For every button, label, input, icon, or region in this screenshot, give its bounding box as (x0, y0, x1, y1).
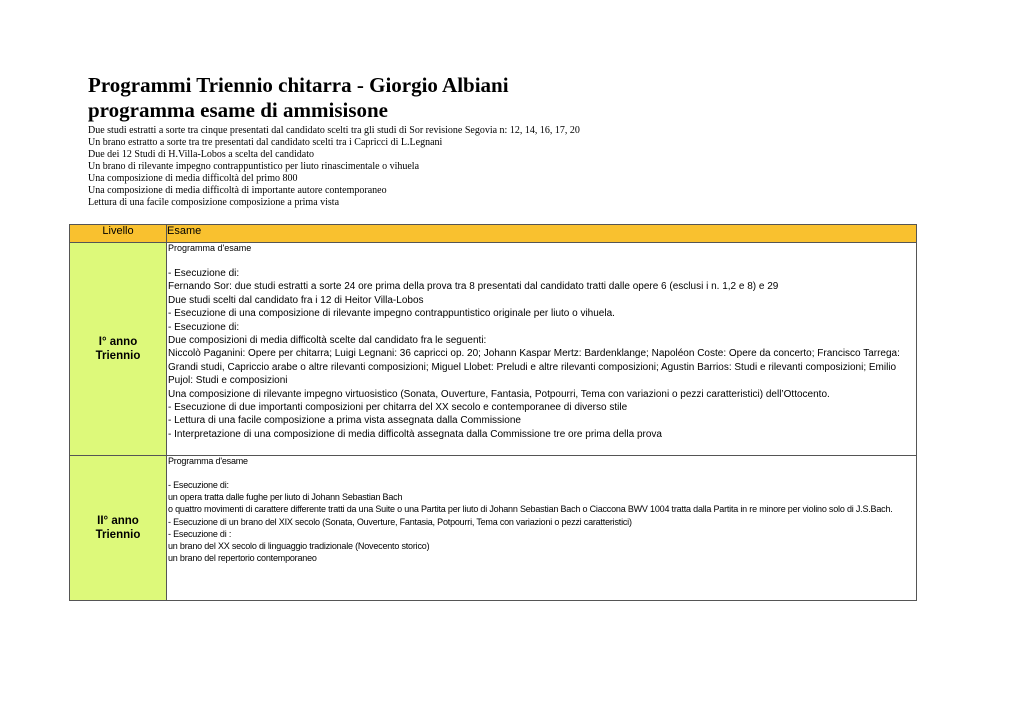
exam-line: Due studi scelti dal candidato fra i 12 di Heitor Villa-Lobos (168, 294, 424, 306)
spacer (167, 254, 916, 267)
intro-line: Due studi estratti a sorte tra cinque presentati dal candidato scelti tra gli studi di Sor revisione Segovia n: 12, 14, 16, 17, 20 (88, 125, 580, 136)
level-label: I° anno (98, 336, 138, 348)
program-table (69, 224, 917, 601)
exam-line: Una composizione di rilevante impegno virtuosistico (Sonata, Ouverture, Fantasia, Potpourri, Tema con variazioni o pezzi caratteristici) dell’Ottocento. (168, 388, 830, 400)
intro-line: Un brano estratto a sorte tra tre presentati dal candidato scelti tra i Capricci di L.Legnani (88, 137, 443, 148)
level-sublabel: Triennio (95, 529, 141, 541)
header-exam: Esame (167, 225, 917, 243)
title-line-1: Programmi Triennio chitarra - Giorgio Albiani (88, 73, 509, 97)
intro-line: Un brano di rilevante impegno contrappuntistico per liuto rinascimentale o vihuela (88, 161, 420, 172)
intro-line: Due dei 12 Studi di H.Villa-Lobos a scelta del candidato (88, 149, 315, 160)
intro-line: Una composizione di media difficoltà del primo 800 (88, 173, 298, 184)
table-row (70, 456, 917, 601)
exam-line: - Lettura di una facile composizione a prima vista assegnata dalla Commissione (168, 415, 521, 427)
exam-heading: Programma d'esame (168, 243, 252, 253)
level-sublabel: Triennio (95, 350, 141, 362)
table-header-row (70, 225, 917, 243)
exam-cell (167, 456, 917, 601)
exam-line: Niccolò Paganini: Opere per chitarra; Luigi Legnani: 36 capricci op. 20; Johann Kaspar Mertz: Bardenklange; Napoléon Coste: Opere da concerto; Francisco Tarrega: Grandi studi, Capriccio arabe o altre rilevanti composizioni; Miguel Llobet: Preludi e altre rilevanti composizioni; Agustin Barrios: Studi e rilevanti composizioni; Emilio Pujol: Studi e composizioni (168, 348, 900, 387)
level-cell (70, 456, 167, 601)
exam-line: - Esecuzione di : (168, 528, 232, 539)
exam-line: un opera tratta dalle fughe per liuto di Johann Sebastian Bach (168, 492, 403, 503)
exam-heading: Programma d'esame (168, 456, 248, 466)
table-row (70, 243, 917, 456)
page-title (88, 73, 509, 123)
spacer (167, 467, 916, 479)
exam-cell (167, 243, 917, 456)
header-level: Livello (70, 225, 167, 243)
exam-line: - Esecuzione di un brano del XIX secolo (Sonata, Ouverture, Fantasia, Potpourri, Tema con variazioni o pezzi caratteristici) (168, 516, 632, 527)
title-line-2: programma esame di ammisisone (88, 98, 388, 122)
exam-line: - Esecuzione di una composizione di rilevante impegno contrappuntistico originale per liuto o vihuela. (168, 308, 615, 320)
exam-line: un brano del XX secolo di linguaggio tradizionale (Novecento storico) (168, 541, 430, 552)
intro-line: Una composizione di media difficoltà di importante autore contemporaneo (88, 185, 387, 196)
exam-line: - Esecuzione di: (168, 268, 240, 279)
exam-line: - Interpretazione di una composizione di media difficoltà assegnata dalla Commissione tre ore prima della prova (168, 428, 662, 440)
exam-line: Due composizioni di media difficoltà scelte dal candidato fra le seguenti: (168, 335, 487, 347)
level-label: II° anno (97, 515, 139, 527)
exam-line: un brano del repertorio contemporaneo (168, 553, 317, 564)
exam-line: - Esecuzione di due importanti composizioni per chitarra del XX secolo e contemporanee di diverso stile (168, 402, 628, 414)
exam-line: o quattro movimenti di carattere differente tratti da una Suite o una Partita per liuto di Johann Sebastian Bach o Ciaccona BWV 1004 tratta dalla Partita in re minore per violino solo di J.S.Bach. (168, 504, 893, 515)
admission-requirements (88, 125, 580, 209)
intro-line: Lettura di una facile composizione composizione a prima vista (88, 197, 340, 208)
exam-line: - Esecuzione di: (168, 321, 240, 333)
exam-line: - Esecuzione di: (168, 480, 229, 490)
level-cell (70, 243, 167, 456)
exam-line: Fernando Sor: due studi estratti a sorte 24 ore prima della prova tra 8 presentati dal candidato tratti dalle opere 6 (esclusi i n. 1,2 e 8) e 29 (168, 281, 779, 293)
